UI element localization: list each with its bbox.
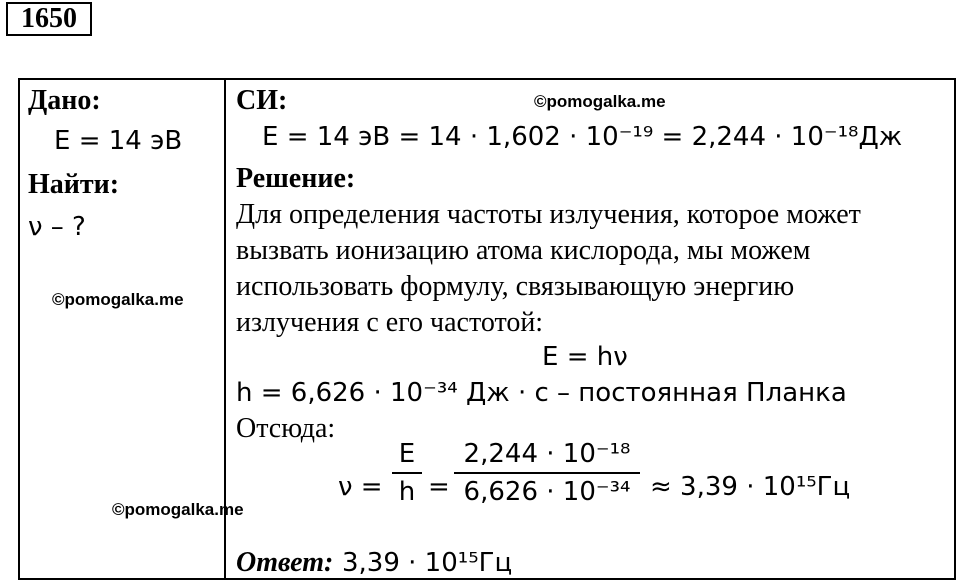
find-heading: Найти: (28, 169, 120, 200)
solution-table (18, 78, 956, 580)
si-heading: СИ: (236, 85, 288, 116)
planck-constant: h = 6,626 · 10⁻³⁴ Дж · с – постоянная Планка (236, 378, 847, 408)
solution-line-3: использовать формулу, связывающую энергию (236, 271, 795, 302)
solution-line-1: Для определения частоты излучения, которое может (236, 199, 861, 230)
given-energy: E = 14 эВ (54, 126, 183, 156)
solution-heading: Решение: (236, 163, 356, 194)
hence-label: Отсюда: (236, 413, 336, 444)
formula-energy: E = hν (542, 342, 628, 372)
calc-lhs: ν = (338, 472, 383, 502)
calc-result: ≈ 3,39 · 10¹⁵Гц (650, 472, 851, 502)
find-value: ν – ? (28, 212, 86, 242)
fraction-e-over-h (392, 438, 422, 508)
watermark-bottom: ©pomogalka.me (112, 500, 244, 519)
fraction-bar (454, 472, 640, 474)
fraction-numerator: E (398, 439, 416, 469)
fraction-bar (392, 472, 422, 474)
watermark-top: ©pomogalka.me (534, 92, 666, 111)
fraction-denominator: h (398, 477, 416, 507)
fraction-numerator: 2,244 · 10⁻¹⁸ (463, 439, 631, 469)
answer-value: 3,39 · 10¹⁵Гц (342, 548, 513, 578)
fraction-numeric (454, 438, 640, 508)
fraction-denominator: 6,626 · 10⁻³⁴ (463, 477, 631, 507)
problem-number: 1650 (6, 2, 92, 36)
solution-line-4: излучения с его частотой: (236, 307, 544, 338)
solution-line-2: вызвать ионизацию атома кислорода, мы можем (236, 235, 811, 266)
si-conversion: E = 14 эВ = 14 · 1,602 · 10⁻¹⁹ = 2,244 · 10⁻¹⁸Дж (262, 122, 903, 152)
calc-equals: = (428, 472, 450, 502)
answer-label: Ответ: (236, 547, 334, 578)
watermark-left: ©pomogalka.me (52, 290, 184, 309)
given-heading: Дано: (28, 85, 101, 116)
